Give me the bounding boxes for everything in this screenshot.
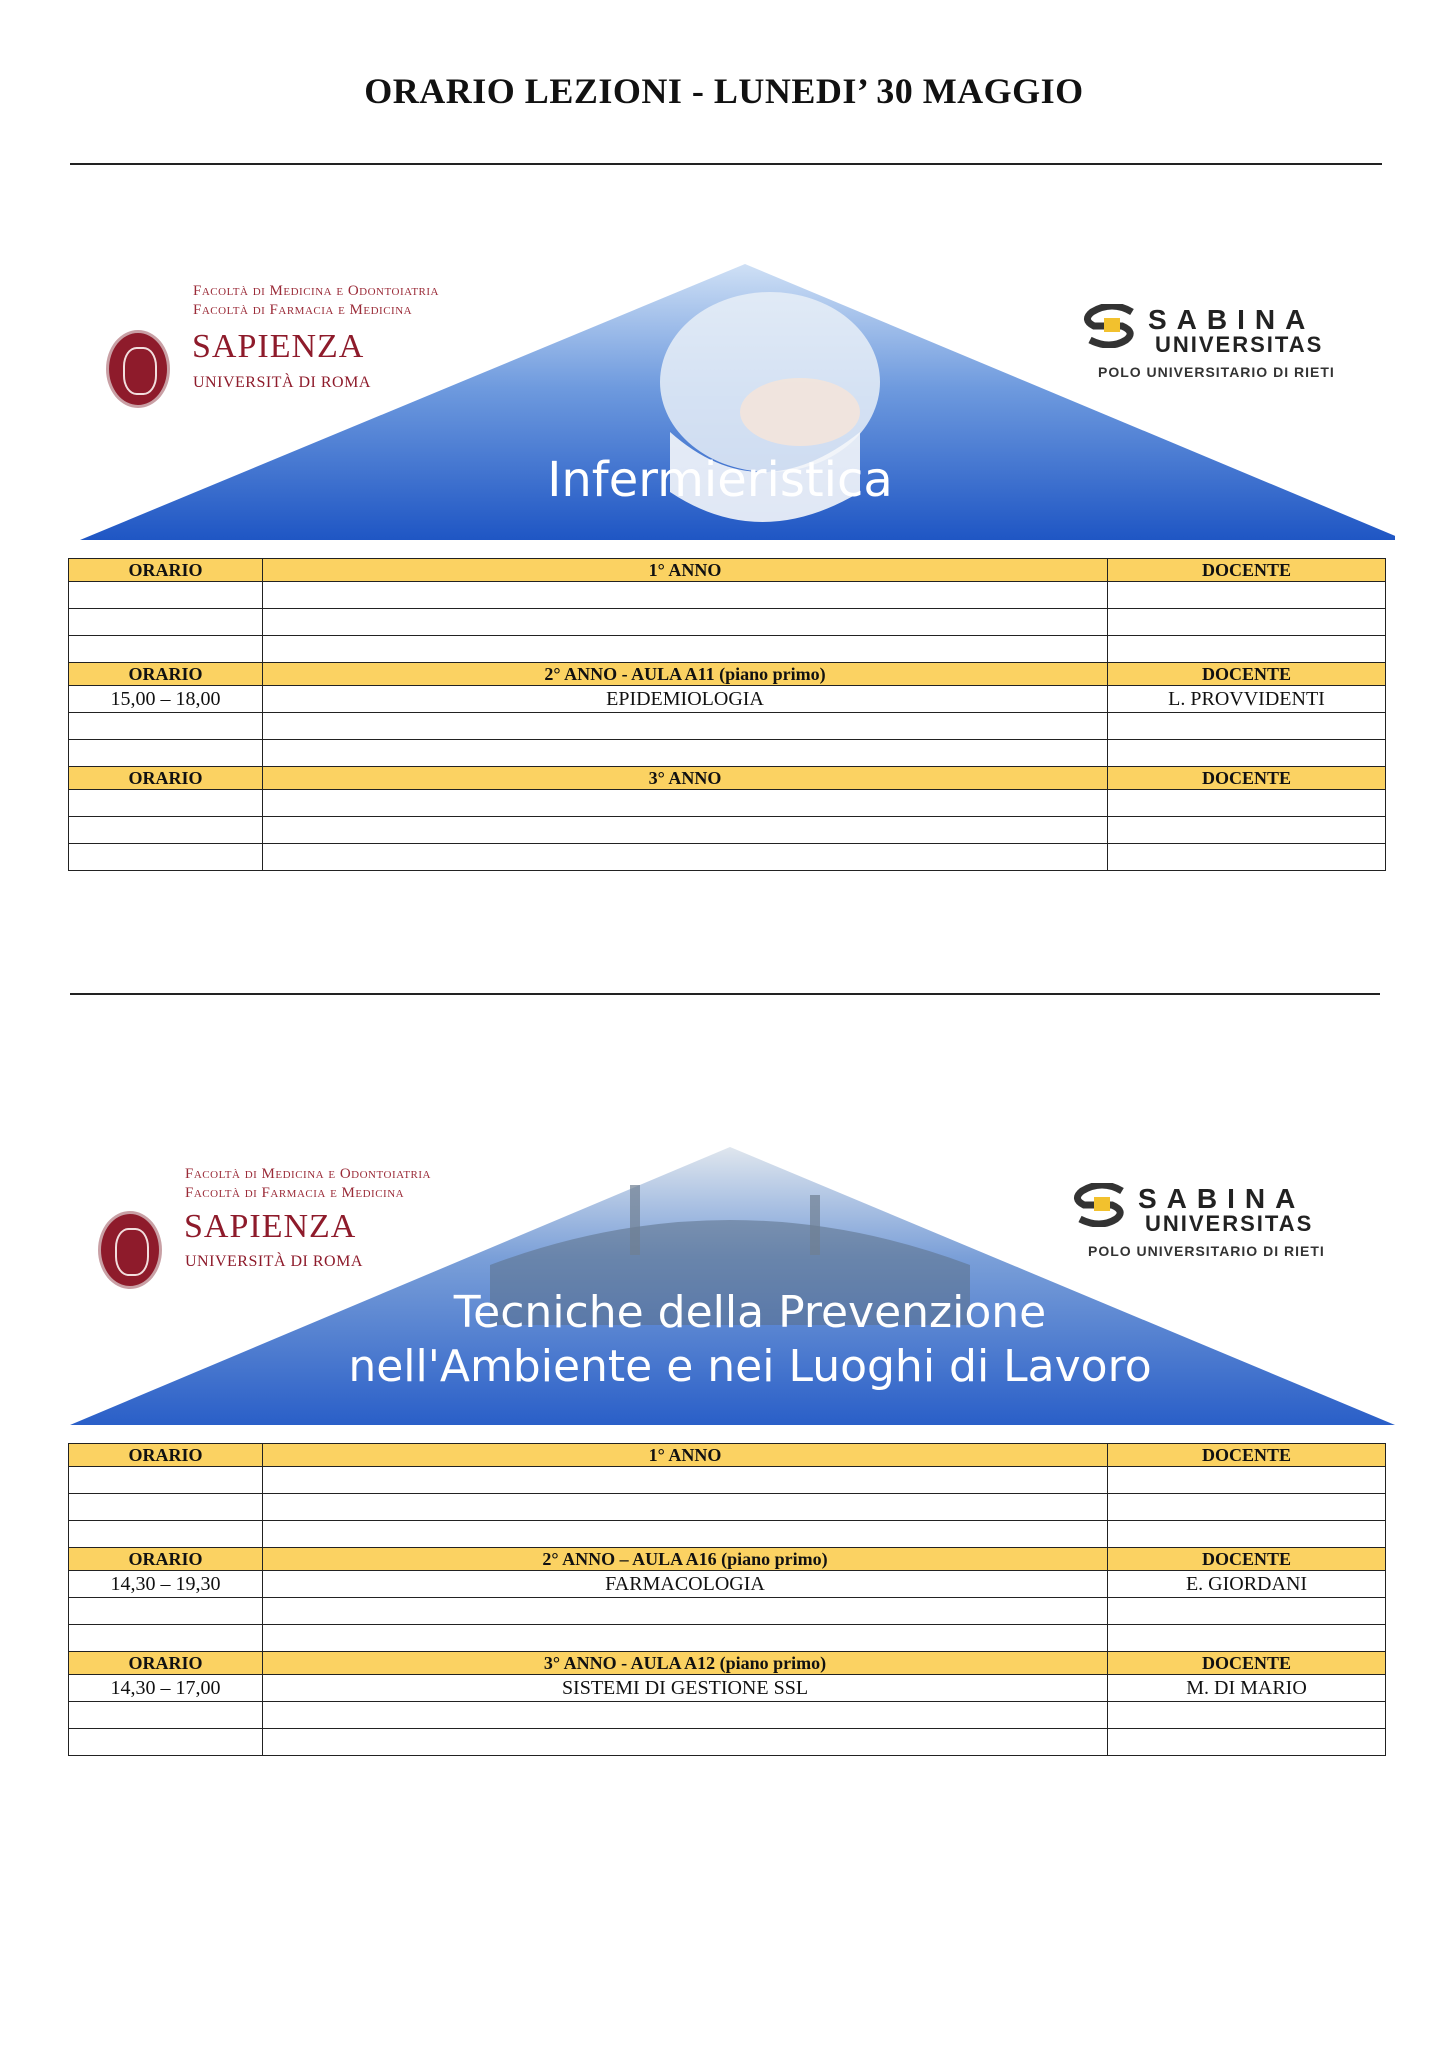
sapienza-seal-icon (106, 330, 170, 408)
cell-course (263, 1598, 1108, 1625)
cell-time: 14,30 – 19,30 (69, 1571, 263, 1598)
header-time: ORARIO (69, 767, 263, 790)
faculty-line-2: Facoltà di Farmacia e Medicina (193, 302, 413, 318)
cell-course (263, 636, 1108, 663)
cell-time (69, 844, 263, 871)
cell-time (69, 1729, 263, 1756)
cell-teacher (1108, 582, 1386, 609)
table-header-row (69, 1548, 1386, 1571)
cell-course (263, 1521, 1108, 1548)
cell-time (69, 740, 263, 767)
header-teacher: DOCENTE (1108, 767, 1386, 790)
faculty-line-1: Facoltà di Medicina e Odontoiatria (185, 1166, 431, 1182)
table-row (69, 1625, 1386, 1652)
cell-course (263, 1467, 1108, 1494)
program-title-line-1: Tecniche della Prevenzione (453, 1287, 1047, 1338)
cell-time (69, 817, 263, 844)
header-year: 2° ANNO – AULA A16 (piano primo) (263, 1548, 1108, 1571)
cell-course: FARMACOLOGIA (263, 1571, 1108, 1598)
cell-time (69, 1467, 263, 1494)
sabina-wordmark: SABINA (1148, 304, 1316, 335)
header-teacher: DOCENTE (1108, 1548, 1386, 1571)
section-divider (70, 993, 1380, 995)
cell-course (263, 1702, 1108, 1729)
header-time: ORARIO (69, 663, 263, 686)
table-row (69, 1702, 1386, 1729)
table-header-row (69, 663, 1386, 686)
header-teacher: DOCENTE (1108, 1652, 1386, 1675)
cell-time: 14,30 – 17,00 (69, 1675, 263, 1702)
sabina-wordmark: SABINA (1138, 1183, 1306, 1214)
program-title: Infermieristica (547, 452, 893, 508)
table-row (69, 817, 1386, 844)
cell-teacher (1108, 740, 1386, 767)
cell-course: EPIDEMIOLOGIA (263, 686, 1108, 713)
cell-teacher (1108, 1625, 1386, 1652)
table-row (69, 1521, 1386, 1548)
schedule-table-infermieristica (68, 558, 1386, 871)
table-row (69, 740, 1386, 767)
sapienza-seal-icon (98, 1211, 162, 1289)
cell-course (263, 1729, 1108, 1756)
table-row (69, 636, 1386, 663)
cell-time (69, 1625, 263, 1652)
cell-course (263, 790, 1108, 817)
cell-time (69, 1598, 263, 1625)
header-year: 3° ANNO - AULA A12 (piano primo) (263, 1652, 1108, 1675)
cell-course (263, 609, 1108, 636)
table-header-row (69, 1444, 1386, 1467)
cell-course (263, 582, 1108, 609)
sapienza-wordmark: SAPIENZA (192, 328, 365, 365)
cell-teacher (1108, 1494, 1386, 1521)
table-row (69, 1598, 1386, 1625)
table-row (69, 1494, 1386, 1521)
cell-time (69, 636, 263, 663)
table-row (69, 844, 1386, 871)
table-row (69, 790, 1386, 817)
sapienza-wordmark: SAPIENZA (184, 1208, 357, 1245)
header-year: 2° ANNO - AULA A11 (piano primo) (263, 663, 1108, 686)
universitas-wordmark: UNIVERSITAS (1145, 1211, 1314, 1236)
table-row (69, 609, 1386, 636)
header-time: ORARIO (69, 559, 263, 582)
schedule-table-tecniche-prevenzione (68, 1443, 1386, 1756)
table-row (69, 713, 1386, 740)
cell-teacher (1108, 1729, 1386, 1756)
header-teacher: DOCENTE (1108, 663, 1386, 686)
table-row (69, 1729, 1386, 1756)
cell-teacher: E. GIORDANI (1108, 1571, 1386, 1598)
cell-time (69, 713, 263, 740)
cell-time (69, 609, 263, 636)
table-row (69, 1571, 1386, 1598)
cell-time (69, 582, 263, 609)
faculty-line-1: Facoltà di Medicina e Odontoiatria (193, 283, 439, 299)
cell-course (263, 1494, 1108, 1521)
cell-time (69, 1494, 263, 1521)
cell-teacher: M. DI MARIO (1108, 1675, 1386, 1702)
sapienza-subtitle: UNIVERSITÀ DI ROMA (193, 374, 371, 391)
cell-teacher (1108, 1521, 1386, 1548)
sapienza-subtitle: UNIVERSITÀ DI ROMA (185, 1253, 363, 1270)
table-row (69, 1675, 1386, 1702)
banner-tecniche-prevenzione (70, 1145, 1395, 1425)
table-header-row (69, 559, 1386, 582)
sabina-logo-icon (1082, 304, 1140, 348)
cell-teacher (1108, 636, 1386, 663)
polo-rieti-label: POLO UNIVERSITARIO DI RIETI (1088, 1243, 1325, 1259)
cell-teacher (1108, 1702, 1386, 1729)
header-time: ORARIO (69, 1548, 263, 1571)
cell-course (263, 713, 1108, 740)
cell-teacher (1108, 844, 1386, 871)
table-row (69, 1467, 1386, 1494)
cell-time (69, 1521, 263, 1548)
table-row (69, 686, 1386, 713)
cell-course (263, 740, 1108, 767)
cell-teacher (1108, 790, 1386, 817)
title-divider (70, 163, 1382, 165)
cell-teacher (1108, 1467, 1386, 1494)
cell-teacher (1108, 609, 1386, 636)
header-time: ORARIO (69, 1444, 263, 1467)
header-teacher: DOCENTE (1108, 1444, 1386, 1467)
cell-teacher (1108, 817, 1386, 844)
polo-rieti-label: POLO UNIVERSITARIO DI RIETI (1098, 364, 1335, 380)
program-title-line-2: nell'Ambiente e nei Luoghi di Lavoro (348, 1341, 1152, 1392)
cell-teacher (1108, 713, 1386, 740)
header-year: 3° ANNO (263, 767, 1108, 790)
faculty-line-2: Facoltà di Farmacia e Medicina (185, 1185, 405, 1201)
cell-time: 15,00 – 18,00 (69, 686, 263, 713)
sabina-logo-icon (1072, 1183, 1130, 1227)
cell-course (263, 817, 1108, 844)
table-row (69, 582, 1386, 609)
table-header-row (69, 767, 1386, 790)
cell-teacher: L. PROVVIDENTI (1108, 686, 1386, 713)
header-year: 1° ANNO (263, 559, 1108, 582)
cell-teacher (1108, 1598, 1386, 1625)
cell-time (69, 1702, 263, 1729)
universitas-wordmark: UNIVERSITAS (1155, 332, 1324, 357)
header-teacher: DOCENTE (1108, 559, 1386, 582)
cell-course: SISTEMI DI GESTIONE SSL (263, 1675, 1108, 1702)
page-title: ORARIO LEZIONI - LUNEDI’ 30 MAGGIO (364, 71, 1084, 111)
cell-course (263, 844, 1108, 871)
table-header-row (69, 1652, 1386, 1675)
cell-course (263, 1625, 1108, 1652)
cell-time (69, 790, 263, 817)
header-time: ORARIO (69, 1652, 263, 1675)
banner-infermieristica (70, 262, 1395, 542)
header-year: 1° ANNO (263, 1444, 1108, 1467)
